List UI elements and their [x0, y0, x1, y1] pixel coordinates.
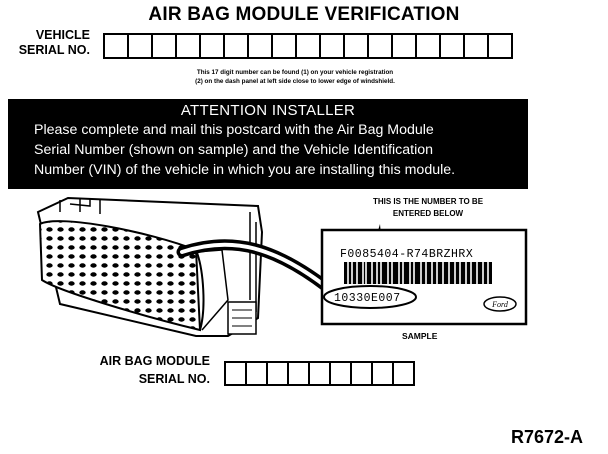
- attention-line2: Serial Number (shown on sample) and the Vehicle Identification: [34, 142, 434, 158]
- module-digit-box[interactable]: [350, 361, 373, 386]
- module-serial-label: [60, 352, 210, 388]
- module-digit-box[interactable]: [266, 361, 289, 386]
- module-digit-box[interactable]: [245, 361, 268, 386]
- callout-line1: THIS IS THE NUMBER TO BE: [372, 197, 484, 206]
- module-serial-label-line1: AIR BAG MODULE: [99, 354, 210, 368]
- sample-part-number: F0085404-R74BRZHRX: [340, 248, 474, 261]
- attention-line1: Please complete and mail this postcard with the Air Bag Module: [34, 122, 434, 138]
- module-serial-label-line2: SERIAL NO.: [138, 372, 210, 386]
- page-title: AIR BAG MODULE VERIFICATION: [148, 4, 460, 25]
- vehicle-serial-label-line2: SERIAL NO.: [18, 43, 90, 57]
- sample-serial-number: 10330E007: [334, 292, 401, 305]
- sample-label-icon: [322, 230, 526, 324]
- ford-logo-text: Ford: [492, 300, 508, 309]
- figure-id: R7672-A: [511, 427, 584, 447]
- module-digit-box[interactable]: [287, 361, 310, 386]
- callout-line2: ENTERED BELOW: [392, 209, 464, 218]
- module-digit-box[interactable]: [308, 361, 331, 386]
- sample-caption: SAMPLE: [402, 331, 438, 341]
- vin-location-note-line1: This 17 digit number can be found (1) on your vehicle registration: [196, 69, 394, 76]
- module-digit-box[interactable]: [329, 361, 352, 386]
- module-digit-box[interactable]: [224, 361, 247, 386]
- attention-heading: ATTENTION INSTALLER: [180, 102, 356, 119]
- attention-line3: Number (VIN) of the vehicle in which you are installing this module.: [34, 162, 456, 178]
- callout-text: [328, 196, 528, 220]
- vehicle-serial-label-line1: VEHICLE: [35, 28, 90, 42]
- module-digit-box[interactable]: [371, 361, 394, 386]
- module-digit-box[interactable]: [392, 361, 415, 386]
- module-serial-input[interactable]: [224, 361, 415, 386]
- vin-location-note-line2: (2) on the dash panel at left side close to lower edge of windshield.: [195, 78, 395, 85]
